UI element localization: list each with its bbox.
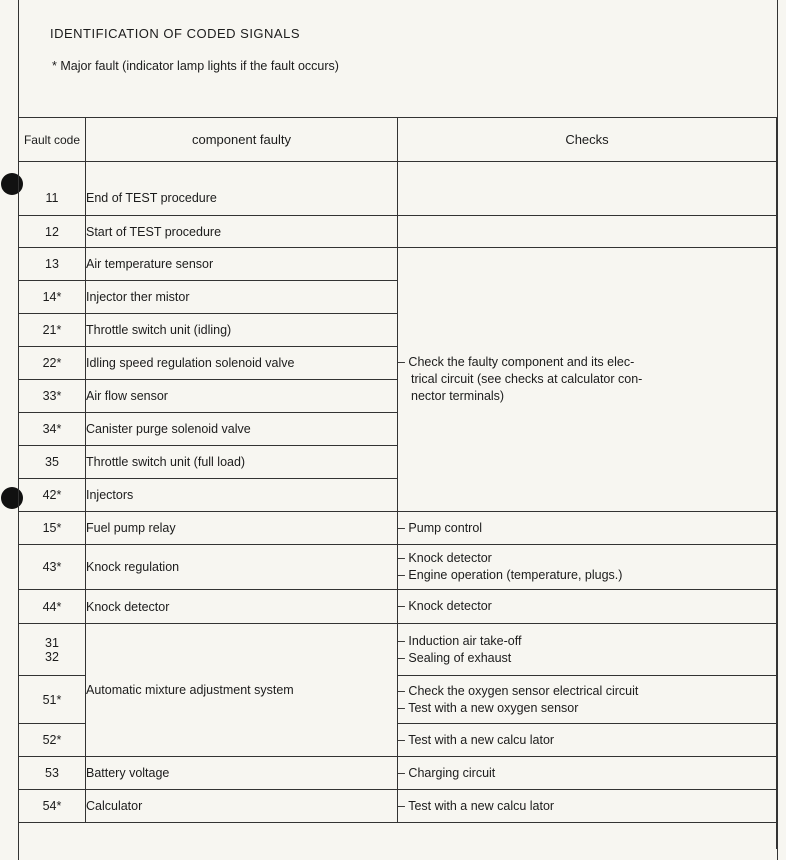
fault-code: 34* (19, 413, 86, 446)
table-row (19, 216, 777, 248)
component: Knock regulation (86, 545, 398, 590)
header-checks: Checks (398, 118, 777, 162)
check-line: – Check the oxygen sensor electrical circuit (398, 683, 639, 698)
fault-code: 43* (19, 545, 86, 590)
page-title: IDENTIFICATION OF CODED SIGNALS (50, 26, 301, 41)
checks-cell: – Pump control (398, 512, 777, 545)
check-line: trical circuit (see checks at calculator con- (411, 372, 643, 386)
component: Injectors (86, 479, 398, 512)
check-line: – Check the faulty component and its elec- (398, 355, 635, 369)
fault-code: 52* (19, 724, 86, 757)
table-row (19, 162, 777, 216)
component: Idling speed regulation solenoid valve (86, 347, 398, 380)
checks-cell (398, 162, 777, 216)
legend-note: * Major fault (indicator lamp lights if the fault occurs) (52, 59, 339, 73)
checks-cell: – Test with a new calcu lator (398, 790, 777, 823)
fault-code: 22* (19, 347, 86, 380)
table-row (19, 512, 777, 545)
fault-code-table (18, 117, 777, 849)
fault-code: 14* (19, 281, 86, 314)
component: Fuel pump relay (86, 512, 398, 545)
component: Throttle switch unit (idling) (86, 314, 398, 347)
component: Canister purge solenoid valve (86, 413, 398, 446)
checks-cell: – Knock detector (398, 590, 777, 624)
component: Automatic mixture adjustment system (86, 624, 398, 757)
check-line: nector terminals) (411, 389, 505, 403)
fault-code: 53 (19, 757, 86, 790)
checks-cell (398, 216, 777, 248)
fault-code (19, 624, 86, 676)
fault-code: 13 (19, 248, 86, 281)
fault-code: 44* (19, 590, 86, 624)
checks-cell: – Charging circuit (398, 757, 777, 790)
fault-code: 54* (19, 790, 86, 823)
check-line: – Knock detector (398, 551, 492, 565)
fault-code: 11 (19, 162, 86, 216)
component: Start of TEST procedure (86, 216, 398, 248)
table-row (19, 790, 777, 823)
fault-code: 15* (19, 512, 86, 545)
component: Knock detector (86, 590, 398, 624)
component: Air temperature sensor (86, 248, 398, 281)
table-row (19, 590, 777, 624)
header-component: component faulty (86, 118, 398, 162)
header-fault-code: Fault code (19, 118, 86, 162)
fault-code: 21* (19, 314, 86, 347)
check-line: – Engine operation (temperature, plugs.) (398, 568, 623, 582)
table-header-row (19, 118, 777, 162)
checks-cell (398, 624, 777, 676)
checks-cell: – Test with a new calcu lator (398, 724, 777, 757)
component: Calculator (86, 790, 398, 823)
check-line: – Test with a new oxygen sensor (398, 700, 579, 715)
component: End of TEST procedure (86, 162, 398, 216)
component: Injector ther mistor (86, 281, 398, 314)
component: Air flow sensor (86, 380, 398, 413)
fault-code: 51* (19, 676, 86, 724)
check-line: – Sealing of exhaust (398, 650, 512, 665)
table-row (19, 757, 777, 790)
table-row (19, 545, 777, 590)
checks-cell-main (398, 248, 777, 512)
fault-code: 35 (19, 446, 86, 479)
checks-cell (398, 545, 777, 590)
fault-code-line: 32 (45, 649, 59, 664)
fault-code-line: 31 (45, 635, 59, 650)
table-row (19, 248, 777, 281)
fault-code: 42* (19, 479, 86, 512)
filler-cell (19, 823, 777, 850)
fault-code: 33* (19, 380, 86, 413)
fault-code: 12 (19, 216, 86, 248)
component: Battery voltage (86, 757, 398, 790)
checks-cell (398, 676, 777, 724)
component: Throttle switch unit (full load) (86, 446, 398, 479)
check-line: – Induction air take-off (398, 633, 522, 648)
table-row (19, 624, 777, 676)
table-filler-row (19, 823, 777, 850)
